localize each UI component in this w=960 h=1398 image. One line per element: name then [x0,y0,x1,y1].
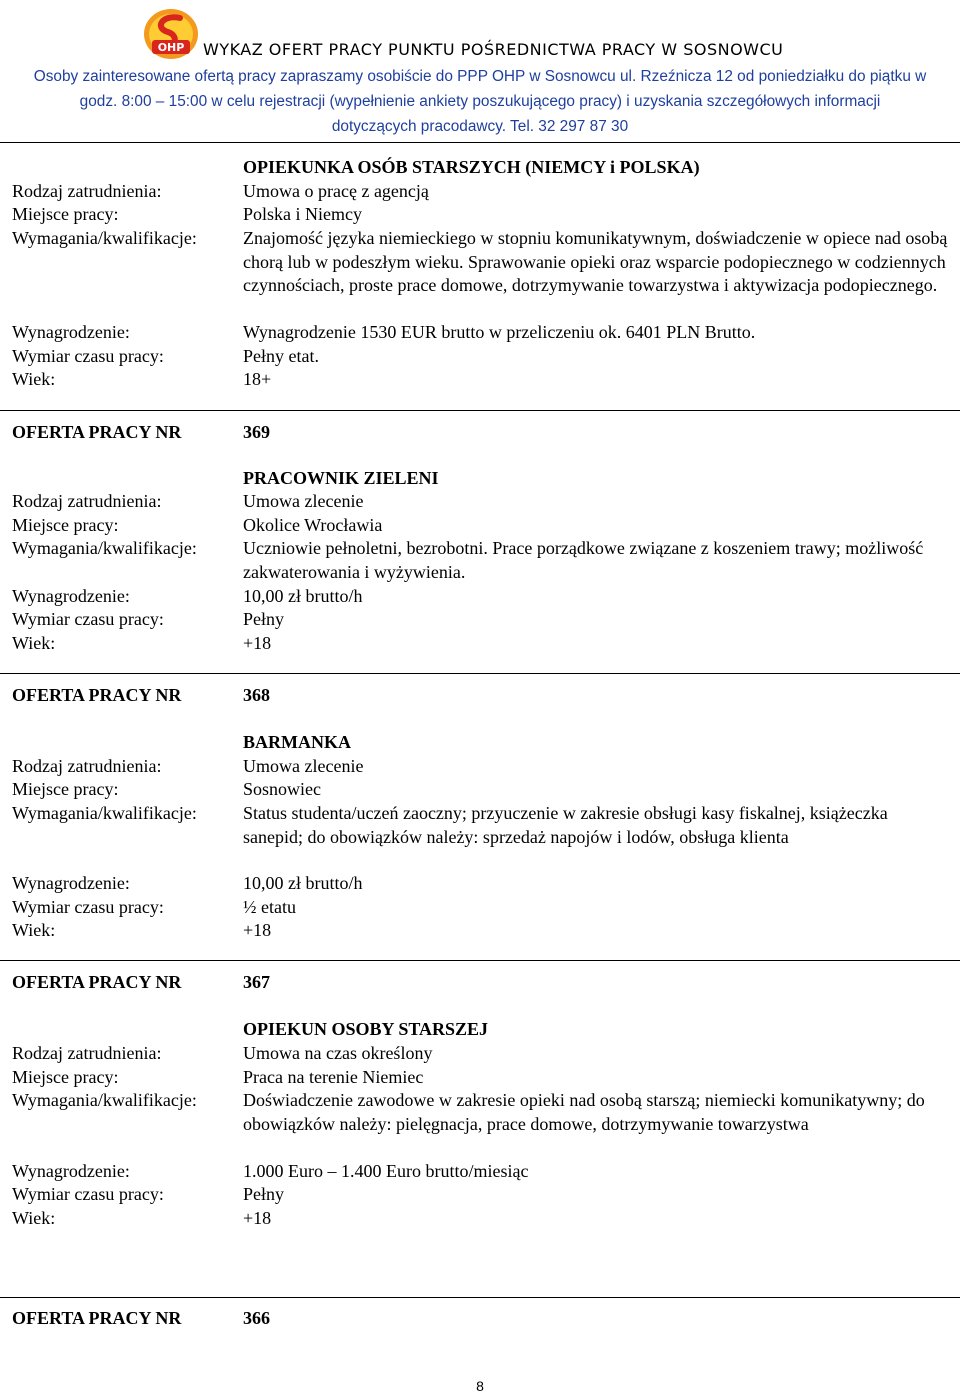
label-wynagrodzenie: Wynagrodzenie: [12,586,130,606]
document-title: WYKAZ OFERT PRACY PUNKTU POŚREDNICTWA PRACY W SOSNOWCU [203,40,784,59]
label-wymiar: Wymiar czasu pracy: [12,609,164,629]
value-wiek: +18 [243,1208,272,1228]
value-wynagrodzenie: 10,00 zł brutto/h [243,586,363,606]
divider [0,410,960,411]
value-wymagania: Status studenta/uczeń zaoczny; przyuczenie w zakresie obsługi kasy fiskalnej, książeczka sanepid; do obowiązków należy: sprzedaż napojów i lodów, obsługa klienta [243,803,888,847]
offer-header [12,1307,270,1331]
divider [0,673,960,674]
value-wiek: 18+ [243,369,272,389]
label-wiek: Wiek: [12,920,56,940]
header-info-line: godz. 8:00 – 15:00 w celu rejestracji (wypełnienie ankiety poszukującego pracy) i uzyskania szczegółowych informacji [79,93,881,110]
label-wiek: Wiek: [12,1208,56,1228]
label-rodzaj: Rodzaj zatrudnienia: [12,181,162,201]
label-miejsce: Miejsce pracy: [12,204,119,224]
value-wynagrodzenie: Wynagrodzenie 1530 EUR brutto w przeliczeniu ok. 6401 PLN Brutto. [243,322,756,342]
label-wiek: Wiek: [12,633,56,653]
page-number: 8 [476,1378,484,1394]
label-wiek: Wiek: [12,369,56,389]
value-wynagrodzenie: 10,00 zł brutto/h [243,873,363,893]
ohp-logo-icon [140,6,202,62]
logo-text: OHP [157,41,185,54]
offer-number: 369 [243,422,270,442]
offer-label: OFERTA PRACY NR [12,1308,182,1328]
label-wymagania: Wymagania/kwalifikacje: [12,1090,197,1110]
divider [0,960,960,961]
value-rodzaj: Umowa zlecenie [243,756,364,776]
offer-number: 368 [243,685,270,705]
value-rodzaj: Umowa na czas określony [243,1043,433,1063]
offer-header [12,421,270,445]
job-title: BARMANKA [243,732,351,752]
value-wymagania: Uczniowie pełnoletni, bezrobotni. Prace porządkowe związane z koszeniem trawy; możliwość zakwaterowania i wyżywienia. [243,538,924,582]
ohp-logo [140,6,202,62]
offer-label: OFERTA PRACY NR [12,685,182,705]
value-wymiar: Pełny [243,609,285,629]
label-wymagania: Wymagania/kwalifikacje: [12,803,197,823]
header-info [0,64,960,139]
label-miejsce: Miejsce pracy: [12,779,119,799]
value-wiek: +18 [243,920,272,940]
offer-number: 367 [243,972,270,992]
value-wiek: +18 [243,633,272,653]
value-miejsce: Praca na terenie Niemiec [243,1067,424,1087]
label-wymiar: Wymiar czasu pracy: [12,897,164,917]
value-rodzaj: Umowa o pracę z agencją [243,181,429,201]
label-wynagrodzenie: Wynagrodzenie: [12,322,130,342]
label-rodzaj: Rodzaj zatrudnienia: [12,491,162,511]
header-info-line: dotyczących pracodawcy. Tel. 32 297 87 30 [331,118,629,135]
label-wymagania: Wymagania/kwalifikacje: [12,538,197,558]
value-wymagania: Doświadczenie zawodowe w zakresie opieki nad osobą starszą; niemiecki komunikatywny; do obowiązków należy: pielęgnacja, prace domowe, dotrzymywanie towarzystwa [243,1090,925,1134]
divider [0,142,960,143]
value-miejsce: Okolice Wrocławia [243,515,383,535]
label-wynagrodzenie: Wynagrodzenie: [12,873,130,893]
value-wymiar: ½ etatu [243,897,296,917]
offer-label: OFERTA PRACY NR [12,972,182,992]
offer-header [12,971,270,995]
job-title: OPIEKUN OSOBY STARSZEJ [243,1019,489,1039]
offer-header [12,684,270,708]
offer-number: 366 [243,1308,270,1328]
divider [0,1297,960,1298]
label-miejsce: Miejsce pracy: [12,1067,119,1087]
label-wymiar: Wymiar czasu pracy: [12,346,164,366]
value-rodzaj: Umowa zlecenie [243,491,364,511]
value-miejsce: Sosnowiec [243,779,321,799]
label-wymagania: Wymagania/kwalifikacje: [12,228,197,248]
value-wynagrodzenie: 1.000 Euro – 1.400 Euro brutto/miesiąc [243,1161,529,1181]
value-wymiar: Pełny etat. [243,346,319,366]
job-title: OPIEKUNKA OSÓB STARSZYCH (NIEMCY i POLSKA) [243,157,700,177]
value-wymagania: Znajomość języka niemieckiego w stopniu komunikatywnym, doświadczenie w opiece nad osobą chorą lub w podeszłym wieku. Sprawowanie opieki oraz wsparcie podopiecznego w codziennych czynnościach, proste prace domowe, dotrzymywanie towarzystwa i aktywizacja podopiecznego. [243,228,948,295]
job-title: PRACOWNIK ZIELENI [243,468,439,488]
label-miejsce: Miejsce pracy: [12,515,119,535]
label-wymiar: Wymiar czasu pracy: [12,1184,164,1204]
value-miejsce: Polska i Niemcy [243,204,362,224]
value-wymiar: Pełny [243,1184,285,1204]
label-rodzaj: Rodzaj zatrudnienia: [12,756,162,776]
label-wynagrodzenie: Wynagrodzenie: [12,1161,130,1181]
header-info-line: Osoby zainteresowane ofertą pracy zapraszamy osobiście do PPP OHP w Sosnowcu ul. Rzeźnicza 12 od poniedziałku do piątku w [33,68,927,85]
offer-label: OFERTA PRACY NR [12,422,182,442]
label-rodzaj: Rodzaj zatrudnienia: [12,1043,162,1063]
